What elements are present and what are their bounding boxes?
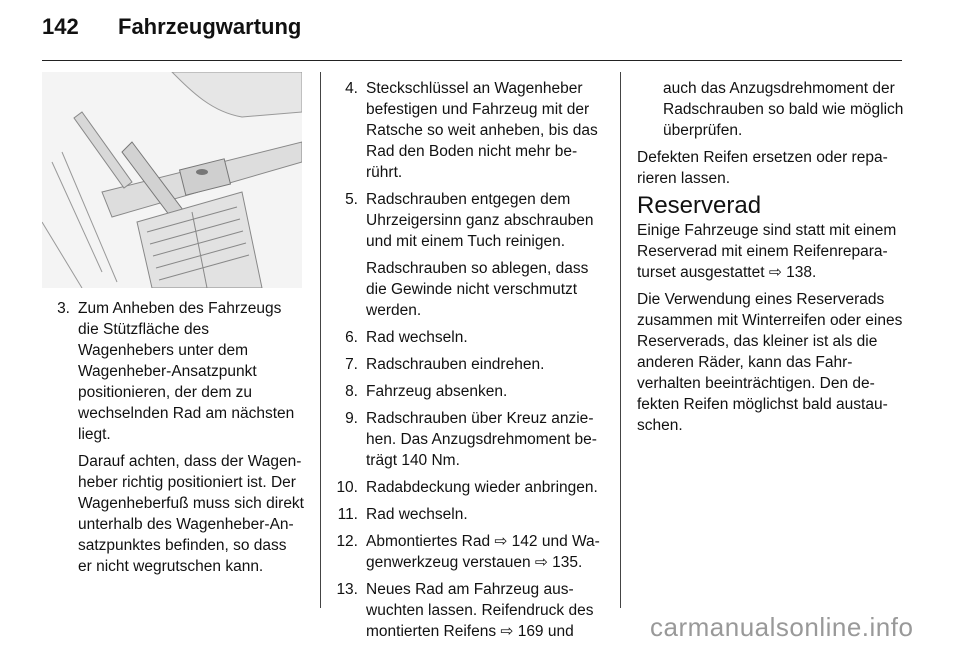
step-text: Fahrzeug absenken. [366, 383, 508, 400]
step-number: 10. [336, 479, 358, 496]
step-text: Radabdeckung wieder anbringen. [366, 479, 598, 496]
watermark: carmanualsonline.info [650, 612, 914, 642]
step-number: 11. [337, 506, 358, 523]
step-text: Radschrauben entgegen dem Uhrzeigersinn ganz abschrauben und mit einem Tuch reinigen. [366, 191, 594, 250]
page-number: 142 [42, 14, 79, 39]
step-number: 6. [345, 329, 358, 346]
column-divider [620, 72, 621, 608]
step-text: Radschrauben über Kreuz anziehen. Das Anzugsdrehmoment beträgt 140 Nm. [366, 410, 597, 469]
step-item [330, 477, 602, 498]
paragraph: Einige Fahrzeuge sind statt mit einem Reserverad mit einem Reifenreparaturset ausgestattet ⇨ 138. [637, 222, 897, 281]
step-number: 12. [336, 533, 358, 550]
step-item [330, 354, 602, 375]
step-note: Darauf achten, dass der Wagenheber richtig positioniert ist. Der Wagenheberfuß muss sich direkt unterhalb des Wagenheber-Ansatzpunktes befinden, so dass er nicht wegrutschen kann. [78, 453, 304, 575]
paragraph: Defekten Reifen ersetzen oder reparieren lassen. [637, 149, 888, 187]
step-text: Zum Anheben des Fahrzeugs die Stützfläche des Wagenhebers unter dem Wagenheber-Ansatzpunkt positionieren, der dem zu wechselnden Rad am nächsten liegt. [78, 300, 295, 443]
step-text: Radschrauben eindrehen. [366, 356, 545, 373]
step-text: Rad wechseln. [366, 329, 468, 346]
step-number: 5. [345, 191, 358, 208]
jack-drawing [42, 72, 302, 288]
step-item [42, 298, 304, 577]
step-item [330, 189, 602, 321]
step-item [330, 408, 602, 471]
step-number: 4. [345, 80, 358, 97]
step-number: 8. [345, 383, 358, 400]
continuation-text: auch das Anzugsdrehmoment der Radschrauben so bald wie möglich überprüfen. [663, 80, 904, 139]
section-heading: Reserverad [637, 192, 762, 219]
column-divider [320, 72, 321, 608]
step-number: 3. [57, 300, 70, 317]
step-text: Abmontiertes Rad ⇨ 142 und Wagenwerkzeug verstauen ⇨ 135. [366, 533, 600, 571]
column-left [42, 298, 304, 583]
step-text: Steckschlüssel an Wagenheber befestigen und Fahrzeug mit der Ratsche so weit anheben, bis das Rad den Boden nicht mehr berührt. [366, 80, 598, 181]
step-text: Rad wechseln. [366, 506, 468, 523]
step-item [330, 327, 602, 348]
step-item [330, 504, 602, 525]
step-number: 7. [345, 356, 358, 373]
step-item [330, 579, 602, 642]
column-middle [330, 78, 602, 648]
paragraph: Die Verwendung eines Reserverads zusammen mit Winterreifen oder eines Reserverads, das kleiner ist als die anderen Räder, kann das Fahrverhalten beeinträchtigen. Den defekten Reifen möglichst bald austauschen. [637, 291, 903, 434]
page-title: Fahrzeugwartung [118, 14, 302, 39]
column-right [637, 78, 905, 442]
step-number: 13. [336, 581, 358, 598]
step-item [330, 78, 602, 183]
jack-illustration [42, 72, 302, 288]
step-item [330, 531, 602, 573]
step-number: 9. [345, 410, 358, 427]
header-rule [42, 60, 902, 61]
step-note: Radschrauben so ablegen, dass die Gewinde nicht verschmutzt werden. [366, 260, 589, 319]
step-item [330, 381, 602, 402]
step-text: Neues Rad am Fahrzeug auswuchten lassen. Reifendruck des montierten Reifens ⇨ 169 und [366, 581, 594, 640]
